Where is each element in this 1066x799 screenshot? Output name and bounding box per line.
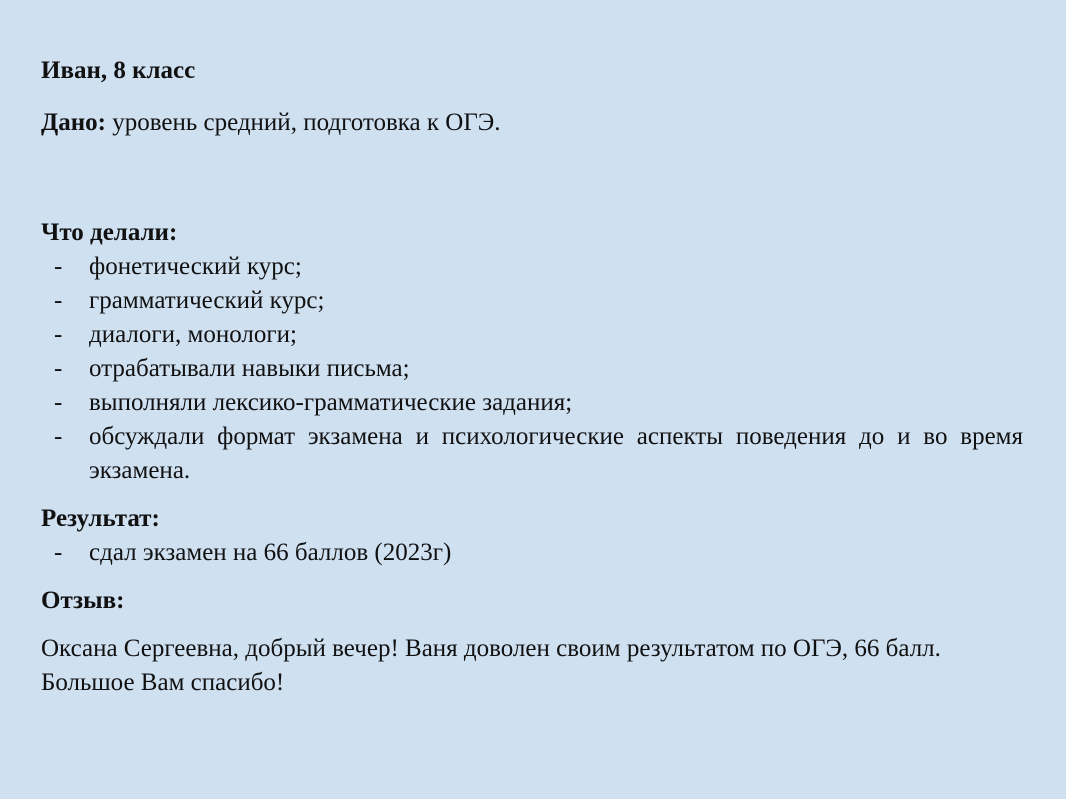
result-list [41, 536, 1023, 570]
list-item [41, 386, 1023, 420]
list-item-text: сдал экзамен на 66 баллов (2023г) [89, 539, 452, 566]
list-item-text: диалоги, монологи; [89, 321, 297, 348]
list-item-text: фонетический курс; [89, 253, 302, 280]
list-item-text: выполняли лексико-грамматические задания; [89, 389, 573, 416]
dash-bullet: - [54, 423, 63, 450]
list-item-text: грамматический курс; [89, 287, 325, 314]
dash-bullet: - [54, 539, 63, 566]
dash-bullet: - [54, 253, 63, 280]
list-item-text: обсуждали формат экзамена и психологические аспекты поведения до и во время экзамена. [89, 423, 1023, 484]
given-text: уровень средний, подготовка к ОГЭ. [105, 109, 501, 136]
list-item [41, 420, 1023, 488]
list-item [41, 250, 1023, 284]
case-study [41, 54, 1023, 700]
dash-bullet: - [54, 355, 63, 382]
list-item [41, 536, 1023, 570]
review-text: Оксана Сергеевна, добрый вечер! Ваня доволен своим результатом по ОГЭ, 66 балл. Большое Вам спасибо! [41, 635, 941, 696]
dash-bullet: - [54, 287, 63, 314]
given-label: Дано: [41, 109, 106, 136]
dash-bullet: - [54, 389, 63, 416]
dash-bullet: - [54, 321, 63, 348]
result-heading: Результат: [41, 505, 160, 532]
list-item [41, 318, 1023, 352]
list-item-text: отрабатывали навыки письма; [89, 355, 410, 382]
given-line [41, 106, 1023, 140]
student-title: Иван, 8 класс [41, 57, 196, 84]
review-heading: Отзыв: [41, 587, 125, 614]
did-list [41, 250, 1023, 488]
list-item [41, 284, 1023, 318]
did-heading: Что делали: [41, 219, 178, 246]
list-item [41, 352, 1023, 386]
